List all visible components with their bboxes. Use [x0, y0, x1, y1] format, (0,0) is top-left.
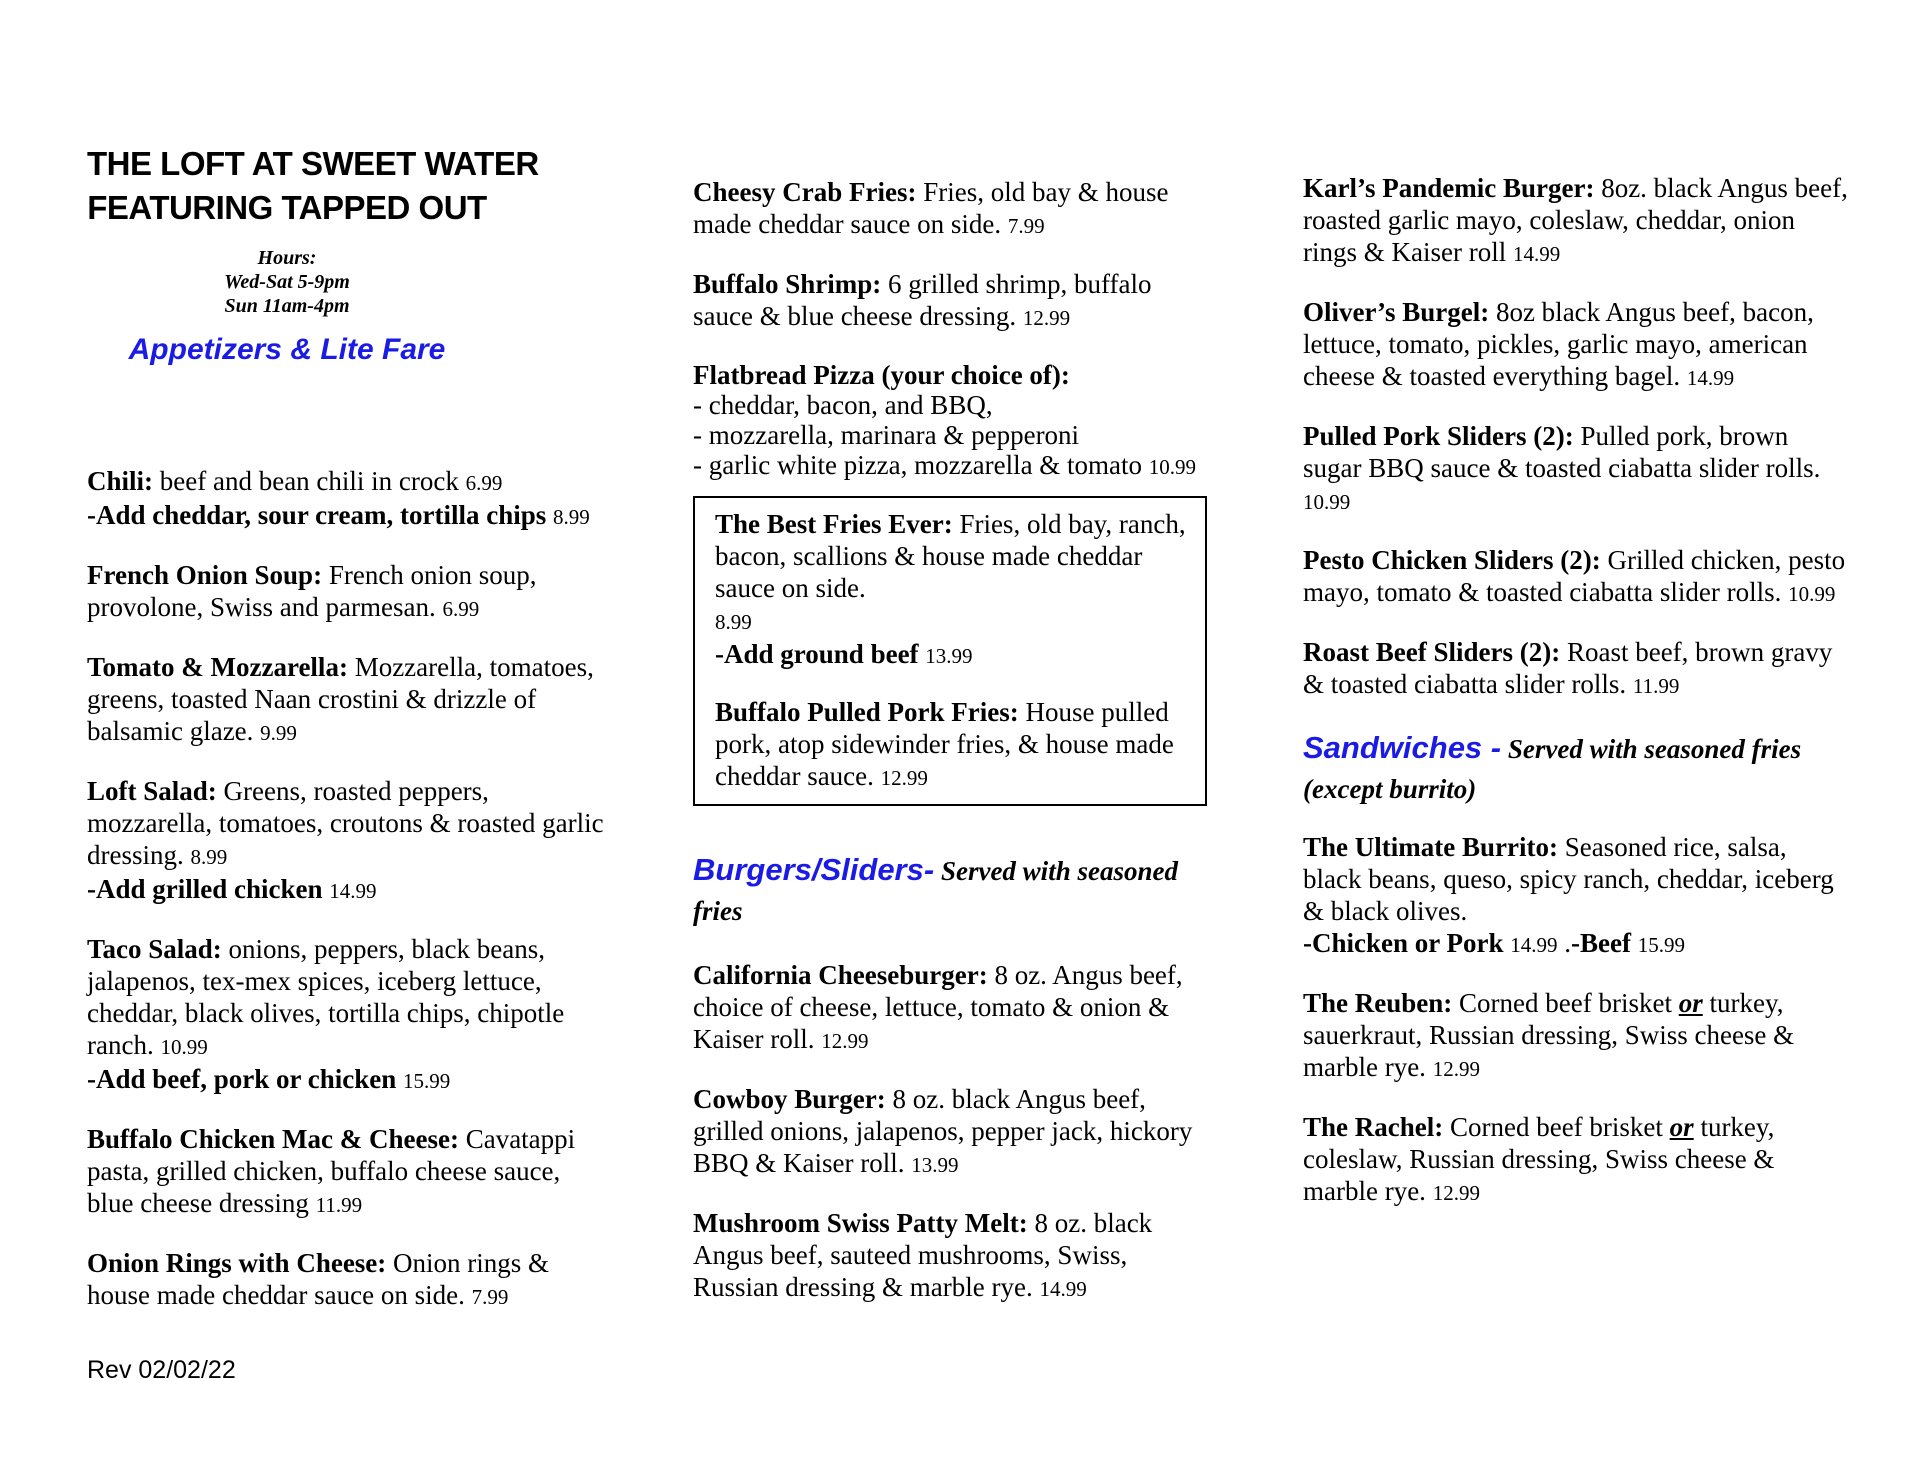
- sandwiches-heading: Sandwiches -: [1303, 730, 1502, 765]
- burgers-heading-line: [693, 850, 1208, 931]
- item-desc: 8oz black Angus beef, bacon, lettuce, tomato, pickles, garlic mayo, american cheese & toasted everything bagel.: [1303, 297, 1814, 391]
- item-name: The Ultimate Burrito:: [1303, 832, 1558, 862]
- item-desc: French onion soup, provolone, Swiss and parmesan.: [87, 560, 537, 622]
- menu-item-best-fries-ever: [715, 508, 1189, 672]
- flatbread-option-3: - garlic white pizza, mozzarella & tomato: [693, 450, 1143, 480]
- item-desc-post: turkey, sauerkraut, Russian dressing, Swiss cheese & marble rye.: [1303, 988, 1795, 1082]
- item-name: Onion Rings with Cheese:: [87, 1248, 387, 1278]
- item-addon-price: 15.99: [403, 1069, 451, 1093]
- item-desc: Pulled pork, brown sugar BBQ sauce & toasted ciabatta slider rolls.: [1303, 421, 1821, 483]
- or-word: or: [1678, 988, 1703, 1018]
- item-name: Cowboy Burger:: [693, 1084, 886, 1114]
- item-name: Buffalo Pulled Pork Fries:: [715, 697, 1019, 727]
- menu-item-rachel: [1303, 1111, 1851, 1209]
- item-name: Buffalo Chicken Mac & Cheese:: [87, 1124, 459, 1154]
- item-addon: -Add cheddar, sour cream, tortilla chips: [87, 500, 547, 530]
- item-name: The Best Fries Ever:: [715, 509, 953, 539]
- menu-item-buffalo-pulled-pork-fries: [715, 696, 1189, 794]
- item-name: Flatbread Pizza (your choice of):: [693, 360, 1070, 390]
- item-name: California Cheeseburger:: [693, 960, 988, 990]
- item-desc: Roast beef, brown gravy & toasted ciabatta slider rolls.: [1303, 637, 1833, 699]
- item-addon: -Add beef, pork or chicken: [87, 1064, 397, 1094]
- burgers-heading-note: Served with seasoned fries: [693, 856, 1178, 926]
- item-name: The Reuben:: [1303, 988, 1453, 1018]
- column-right: [1303, 172, 1851, 1235]
- appetizers-heading-wrap: [87, 330, 487, 375]
- item-desc: 6 grilled shrimp, buffalo sauce & blue cheese dressing.: [693, 269, 1152, 331]
- item-addon-price: 8.99: [553, 505, 590, 529]
- item-name: Taco Salad:: [87, 934, 222, 964]
- menu-item-onion-rings: [87, 1247, 605, 1313]
- menu-item-cowboy-burger: [693, 1083, 1208, 1181]
- menu-item-reuben: [1303, 987, 1851, 1085]
- item-name: French Onion Soup:: [87, 560, 323, 590]
- menu-item-roast-beef-sliders: [1303, 636, 1851, 702]
- or-word: or: [1669, 1112, 1694, 1142]
- menu-item-buffalo-chicken-mac: [87, 1123, 605, 1221]
- item-price: 10.99: [1788, 582, 1836, 606]
- item-desc: Fries, old bay & house made cheddar sauce on side.: [693, 177, 1169, 239]
- menu-header: [87, 142, 539, 375]
- item-price: 11.99: [1632, 674, 1680, 698]
- item-price: 7.99: [471, 1285, 509, 1309]
- item-price: 6.99: [465, 471, 503, 495]
- item-name: Tomato & Mozzarella:: [87, 652, 348, 682]
- item-price: 10.99: [160, 1035, 208, 1059]
- flatbread-option-2: - mozzarella, marinara & pepperoni: [693, 420, 1080, 450]
- item-desc: House pulled pork, atop sidewinder fries, & house made cheddar sauce.: [715, 697, 1174, 791]
- appetizers-heading: Appetizers & Lite Fare: [128, 333, 446, 366]
- menu-item-loft-salad: [87, 775, 605, 907]
- item-desc: 8 oz. black Angus beef, sauteed mushrooms, Swiss, Russian dressing & marble rye.: [693, 1208, 1153, 1302]
- item-desc: 8 oz. black Angus beef, grilled onions, jalapenos, pepper jack, hickory BBQ & Kaiser roll.: [693, 1084, 1193, 1178]
- menu-item-taco-salad: [87, 933, 605, 1097]
- item-name: The Rachel:: [1303, 1112, 1444, 1142]
- sandwiches-heading-line: [1303, 728, 1851, 809]
- item-addon2-price: 15.99: [1637, 933, 1685, 957]
- hours-line1: Wed-Sat 5-9pm: [224, 271, 350, 293]
- restaurant-title: [87, 142, 539, 230]
- menu-item-tomato-mozzarella: [87, 651, 605, 749]
- item-addon2: -Beef: [1571, 928, 1631, 958]
- item-desc: 8 oz. Angus beef, choice of cheese, lettuce, tomato & onion & Kaiser roll.: [693, 960, 1183, 1054]
- item-price: 8.99: [715, 610, 752, 634]
- item-price: 12.99: [1022, 306, 1071, 330]
- hours-block: [87, 246, 487, 318]
- item-desc: beef and bean chili in crock: [159, 466, 459, 496]
- item-price: 10.99: [1303, 490, 1351, 514]
- flatbread-option-1: - cheddar, bacon, and BBQ,: [693, 390, 993, 420]
- item-addon: -Add grilled chicken: [87, 874, 323, 904]
- menu-item-buffalo-shrimp: [693, 268, 1208, 334]
- item-price: 12.99: [1432, 1181, 1480, 1205]
- menu-item-chili: [87, 465, 605, 533]
- menu-item-french-onion-soup: [87, 559, 605, 625]
- item-price: 14.99: [1686, 366, 1735, 390]
- burgers-heading: Burgers/Sliders-: [693, 852, 935, 887]
- restaurant-title-line2: FEATURING TAPPED OUT: [87, 189, 487, 226]
- item-addon-price: 14.99: [1510, 933, 1558, 957]
- item-desc: onions, peppers, black beans, jalapenos, tex-mex spices, iceberg lettuce, cheddar, black olives, tortilla chips, chipotle ranch.: [87, 934, 565, 1060]
- item-name: Pesto Chicken Sliders (2):: [1303, 545, 1601, 575]
- item-desc-pre: Corned beef brisket: [1449, 1112, 1670, 1142]
- item-addon-price: 14.99: [329, 879, 377, 903]
- item-price: 12.99: [880, 766, 928, 790]
- item-desc: Greens, roasted peppers, mozzarella, tomatoes, croutons & roasted garlic dressing.: [87, 776, 604, 870]
- item-price: 7.99: [1007, 214, 1045, 238]
- featured-fries-box: [693, 496, 1207, 806]
- item-desc: Grilled chicken, pesto mayo, tomato & toasted ciabatta slider rolls.: [1303, 545, 1846, 607]
- item-price: 10.99: [1148, 455, 1197, 479]
- item-addon: -Chicken or Pork: [1303, 928, 1504, 958]
- menu-item-cheesy-crab-fries: [693, 176, 1208, 242]
- item-price: 12.99: [821, 1029, 869, 1053]
- item-desc: 8oz. black Angus beef, roasted garlic mayo, coleslaw, cheddar, onion rings & Kaiser roll: [1303, 173, 1848, 267]
- item-desc: Mozzarella, tomatoes, greens, toasted Naan crostini & drizzle of balsamic glaze.: [87, 652, 594, 746]
- item-desc-post: turkey, coleslaw, Russian dressing, Swiss cheese & marble rye.: [1303, 1112, 1775, 1206]
- item-price: 14.99: [1039, 1277, 1087, 1301]
- hours-label: Hours:: [257, 247, 317, 269]
- item-desc: Cavatappi pasta, grilled chicken, buffalo cheese sauce, blue cheese dressing: [87, 1124, 576, 1218]
- sandwiches-heading-note: Served with seasoned fries (except burrito): [1303, 734, 1802, 804]
- menu-item-flatbread-pizza: [693, 360, 1208, 482]
- item-price: 14.99: [1512, 242, 1561, 266]
- item-addon-separator: .: [1557, 928, 1571, 958]
- menu-item-pulled-pork-sliders: [1303, 420, 1851, 518]
- menu-item-pesto-chicken-sliders: [1303, 544, 1851, 610]
- menu-item-california-cheeseburger: [693, 959, 1208, 1057]
- item-price: 8.99: [190, 845, 228, 869]
- hours-line2: Sun 11am-4pm: [224, 295, 350, 317]
- item-desc: Fries, old bay, ranch, bacon, scallions & house made cheddar sauce on side.: [715, 509, 1186, 603]
- item-desc: Onion rings & house made cheddar sauce on side.: [87, 1248, 550, 1310]
- column-middle: [693, 176, 1208, 1331]
- item-name: Mushroom Swiss Patty Melt:: [693, 1208, 1028, 1238]
- restaurant-title-line1: THE LOFT AT SWEET WATER: [87, 145, 539, 182]
- item-addon: -Add ground beef: [715, 639, 919, 669]
- item-desc: Seasoned rice, salsa, black beans, queso, spicy ranch, cheddar, iceberg & black olives.: [1303, 832, 1834, 926]
- item-price: 11.99: [315, 1193, 363, 1217]
- menu-item-ultimate-burrito: [1303, 831, 1851, 961]
- item-name: Oliver’s Burgel:: [1303, 297, 1490, 327]
- menu-item-olivers-burgel: [1303, 296, 1851, 394]
- item-addon-price: 13.99: [925, 644, 973, 668]
- column-left: [87, 142, 605, 1339]
- item-name: Roast Beef Sliders (2):: [1303, 637, 1561, 667]
- menu-item-karls-pandemic-burger: [1303, 172, 1851, 270]
- item-name: Buffalo Shrimp:: [693, 269, 882, 299]
- item-price: 13.99: [911, 1153, 959, 1177]
- revision-date: Rev 02/02/22: [87, 1356, 236, 1384]
- item-price: 9.99: [260, 721, 297, 745]
- item-name: Karl’s Pandemic Burger:: [1303, 173, 1595, 203]
- item-name: Cheesy Crab Fries:: [693, 177, 917, 207]
- item-price: 6.99: [442, 597, 480, 621]
- item-price: 12.99: [1432, 1057, 1480, 1081]
- item-name: Pulled Pork Sliders (2):: [1303, 421, 1574, 451]
- item-name: Chili:: [87, 466, 154, 496]
- item-name: Loft Salad:: [87, 776, 217, 806]
- menu-item-mushroom-swiss-patty-melt: [693, 1207, 1208, 1305]
- item-desc-pre: Corned beef brisket: [1459, 988, 1679, 1018]
